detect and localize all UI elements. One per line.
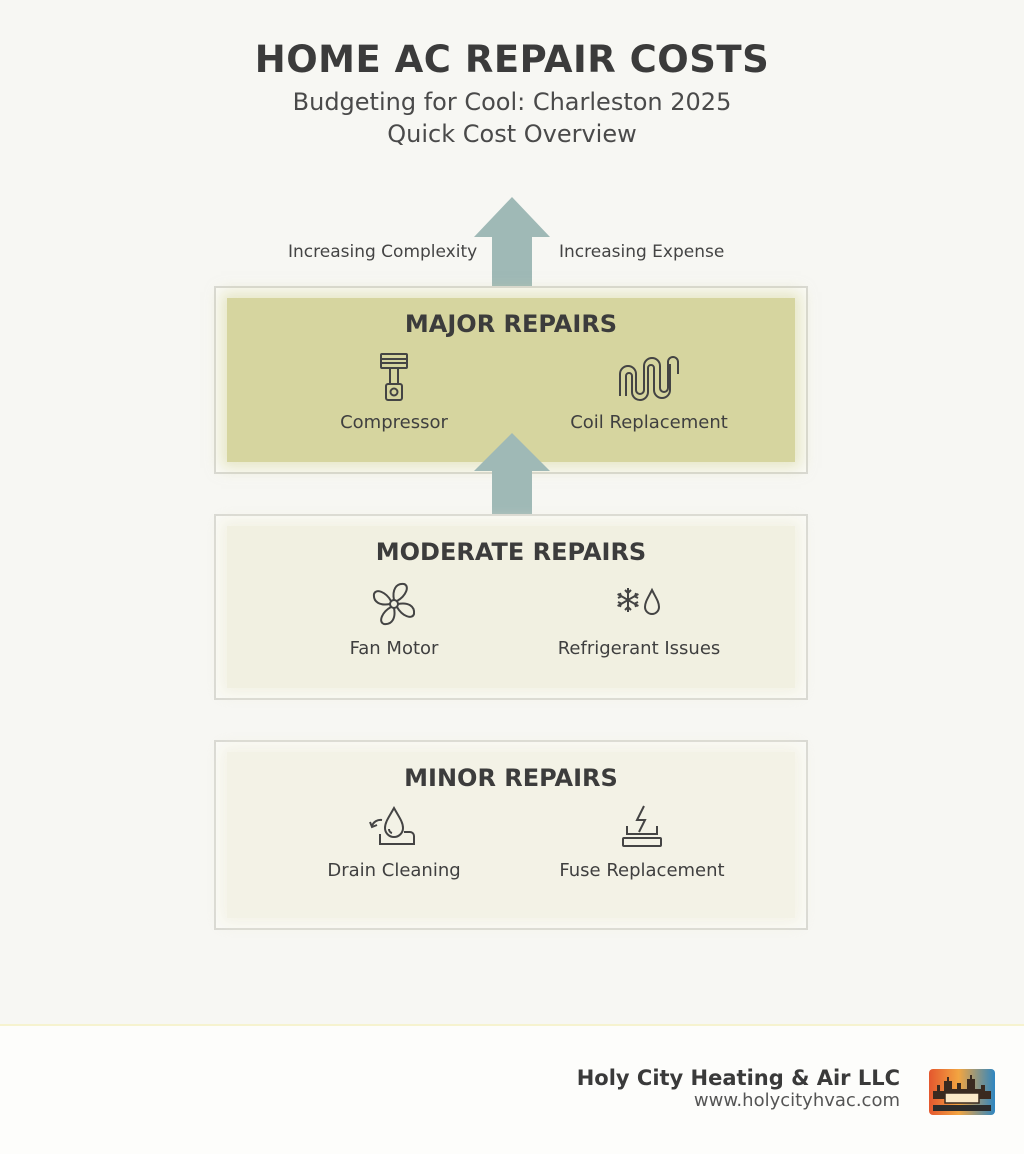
up-arrow-middle xyxy=(474,433,550,515)
fan-motor-item xyxy=(284,580,504,659)
fan-motor-label: Fan Motor xyxy=(349,638,439,659)
coil-icon xyxy=(618,352,680,402)
page-subtitle: Budgeting for Cool: Charleston 2025 xyxy=(292,88,732,116)
footer xyxy=(0,1026,1024,1154)
minor-repairs-tier xyxy=(214,740,808,930)
major-repairs-title: MAJOR REPAIRS xyxy=(404,310,618,338)
up-arrow-top xyxy=(474,197,550,289)
moderate-repairs-title: MODERATE REPAIRS xyxy=(375,538,647,566)
page-title: HOME AC REPAIR COSTS xyxy=(254,38,770,81)
company-name: Holy City Heating & Air LLC xyxy=(576,1066,900,1090)
drain-drop-icon xyxy=(368,804,420,850)
expense-label: Increasing Expense xyxy=(559,242,725,262)
moderate-repairs-tier xyxy=(214,514,808,700)
page-subtitle-secondary: Quick Cost Overview xyxy=(387,120,637,148)
fuse-replacement-item xyxy=(532,804,752,881)
company-logo-icon xyxy=(929,1069,995,1115)
fuse-bolt-icon xyxy=(617,804,667,850)
compressor-label: Compressor xyxy=(340,412,448,433)
drain-cleaning-item xyxy=(284,804,504,881)
coil-replacement-item xyxy=(539,352,759,433)
minor-repairs-panel xyxy=(227,752,795,918)
moderate-repairs-panel xyxy=(227,526,795,688)
compressor-item xyxy=(284,352,504,433)
complexity-label: Increasing Complexity xyxy=(288,242,478,262)
minor-repairs-title: MINOR REPAIRS xyxy=(404,764,618,792)
coil-replacement-label: Coil Replacement xyxy=(570,412,728,433)
snowflake-drop-icon xyxy=(614,580,664,628)
fuse-replacement-label: Fuse Replacement xyxy=(559,860,725,881)
refrigerant-issues-label: Refrigerant Issues xyxy=(557,638,721,659)
fan-icon xyxy=(370,580,418,628)
drain-cleaning-label: Drain Cleaning xyxy=(327,860,461,881)
compressor-piston-icon xyxy=(377,352,411,402)
refrigerant-issues-item xyxy=(529,580,749,659)
company-website[interactable]: www.holycityhvac.com xyxy=(693,1090,900,1111)
